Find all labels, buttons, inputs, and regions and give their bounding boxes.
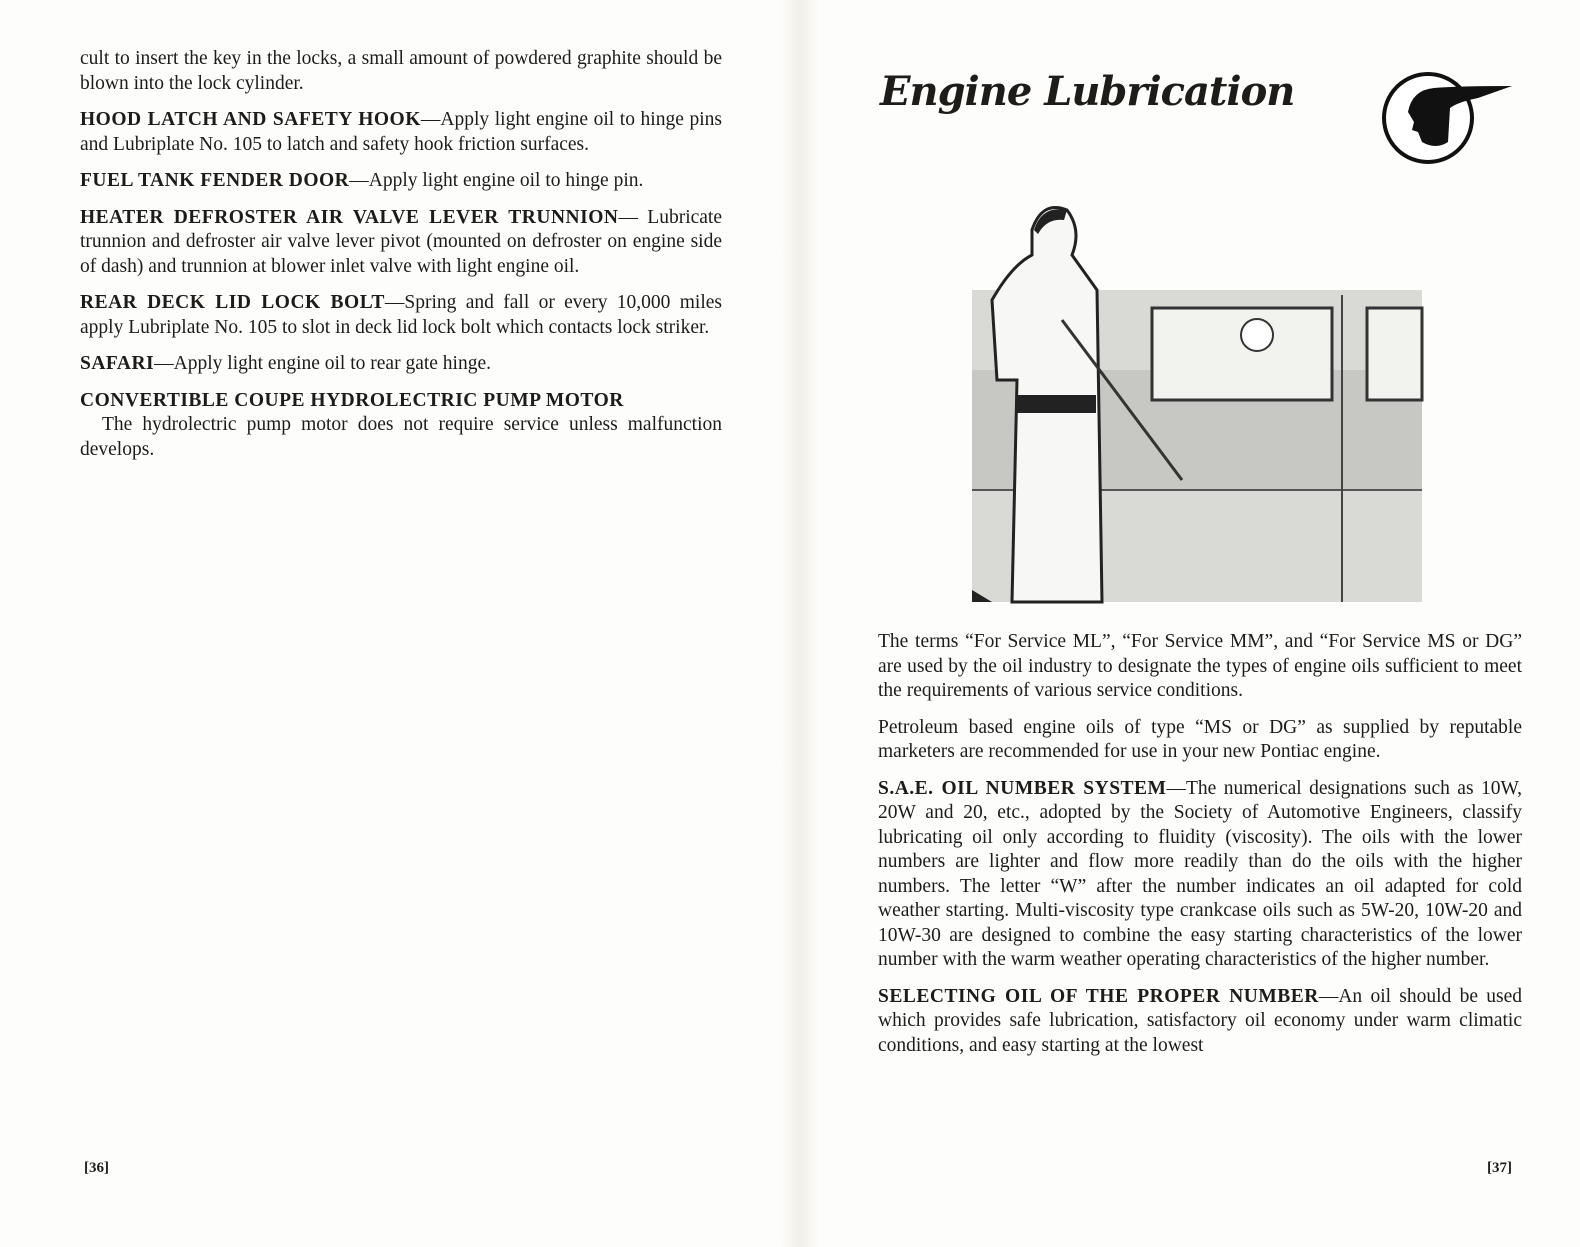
paragraph-text: Petroleum based engine oils of type “MS or DG” as supplied by reputable marketers are recommended for use in your new Pontiac engine. (878, 716, 1522, 762)
paragraph-text: The hydrolectric pump motor does not require service unless malfunction develops. (80, 414, 722, 460)
page-title: Engine Lubrication (880, 68, 1295, 115)
paragraph-text: cult to insert the key in the locks, a small amount of powdered graphite should be blown into the lock cylinder. (80, 48, 722, 94)
section-heading: SELECTING OIL OF THE PROPER NUMBER (878, 985, 1319, 1007)
paragraph (80, 206, 722, 280)
paragraph-text: —Spring and fall or every 10,000 miles apply Lubriplate No. 105 to slot in deck lid lock bolt which contacts lock striker. (80, 292, 722, 338)
page-number-right: [37] (1487, 1160, 1512, 1176)
paragraph (878, 777, 1522, 973)
paragraph-text: —Apply light engine oil to hinge pins and Lubriplate No. 105 to latch and safety hook friction surfaces. (80, 109, 722, 155)
paragraph (878, 985, 1522, 1059)
section-heading: FUEL TANK FENDER DOOR (80, 170, 350, 191)
paragraph-text: The terms “For Service ML”, “For Service MM”, and “For Service MS or DG” are used by the oil industry to designate the types of engine oils sufficient to meet the requirements of various service conditions. (878, 631, 1522, 701)
paragraph (80, 47, 722, 96)
section-heading-block (80, 389, 722, 414)
paragraph-text: —An oil should be used which provides safe lubrication, satisfactory oil economy under warm climatic conditions, and easy starting at the lowest (878, 985, 1522, 1056)
section-heading: HEATER DEFROSTER AIR VALVE LEVER TRUNNION (80, 206, 619, 228)
paragraph (80, 413, 722, 462)
section-heading: REAR DECK LID LOCK BOLT (80, 292, 385, 313)
page-number-left: [36] (84, 1160, 109, 1176)
paragraph (878, 630, 1522, 704)
paragraph (80, 108, 722, 157)
section-heading: CONVERTIBLE COUPE HYDROLECTRIC PUMP MOTOR (80, 389, 624, 411)
paragraph-text: —Apply light engine oil to rear gate hinge. (154, 353, 491, 374)
section-heading: HOOD LATCH AND SAFETY HOOK (80, 109, 421, 130)
section-heading: SAFARI (80, 353, 155, 374)
paragraph-text: —Apply light engine oil to hinge pin. (349, 170, 644, 191)
section-heading: S.A.E. OIL NUMBER SYSTEM (878, 777, 1167, 799)
pontiac-indian-head-logo (1378, 72, 1514, 164)
paragraph (80, 169, 722, 194)
page-gutter (780, 0, 820, 1247)
left-page-text (80, 47, 722, 474)
mechanic-checking-oil-illustration (972, 200, 1424, 606)
paragraph (878, 716, 1522, 765)
paragraph-text: —The numerical designations such as 10W, 20W and 20, etc., adopted by the Society of Automotive Engineers, classify lubricating oil only according to fluidity (viscosity). The oils with the lower numbers are lighter and flow more readily than do the oils with the higher numbers. The letter “W” after the number indicates an oil adapted for cold weather starting. Multi-viscosity type crankcase oils such as 5W-20, 10W-20 and 10W-30 are designed to combine the easy starting characteristics of the lower number with the warm weather operating characteristics of the higher number. (878, 777, 1522, 970)
right-page-text (878, 630, 1522, 1070)
paragraph (80, 352, 722, 377)
paragraph (80, 291, 722, 340)
paragraph-text: — Lubricate trunnion and defroster air valve lever pivot (mounted on defroster on engine side of dash) and trunnion at blower inlet valve with light engine oil. (80, 206, 722, 277)
